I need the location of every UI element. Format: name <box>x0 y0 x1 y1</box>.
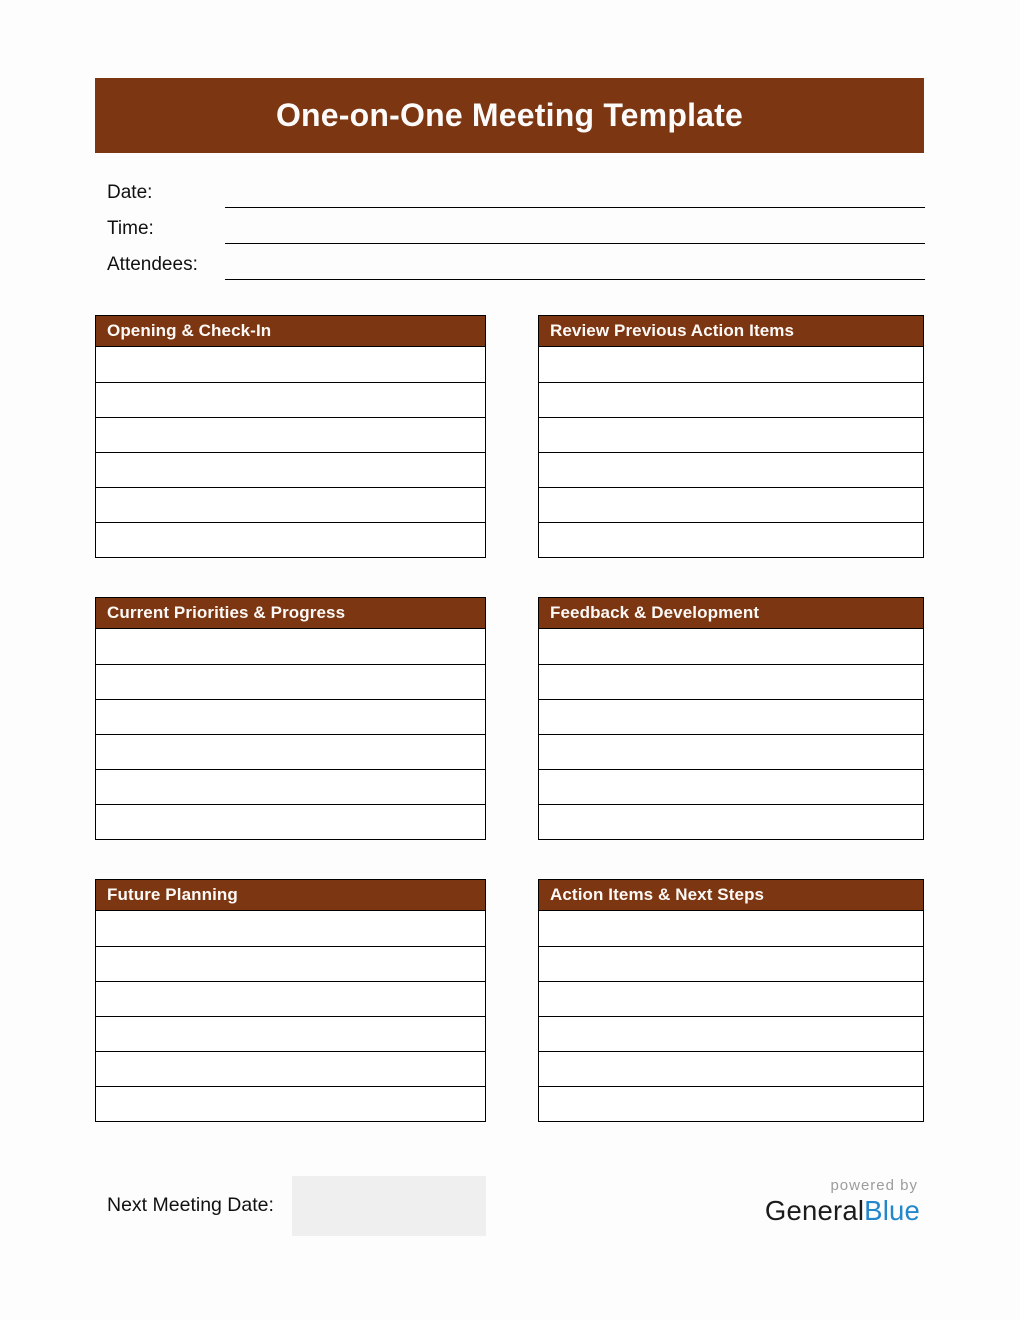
section-blank-row <box>96 804 485 839</box>
section-blank-row <box>96 734 485 769</box>
section-blank-row <box>96 629 485 664</box>
section-header-feedback-development <box>539 598 923 629</box>
section-blank-row <box>539 382 923 417</box>
section-blank-row <box>96 911 485 946</box>
time-line <box>225 215 925 244</box>
section-title: Action Items & Next Steps <box>550 885 765 904</box>
section-header-future-planning <box>96 880 485 911</box>
section-action-items-next-steps <box>538 879 924 1122</box>
date-label: Date: <box>107 182 153 204</box>
sections-row-2 <box>95 597 924 840</box>
next-meeting-label: Next Meeting Date: <box>107 1194 274 1216</box>
section-header-current-priorities-progress <box>96 598 485 629</box>
section-title: Opening & Check-In <box>107 321 272 340</box>
section-blank-row <box>539 452 923 487</box>
section-blank-row <box>539 629 923 664</box>
section-blank-row <box>96 1051 485 1086</box>
next-meeting-date-box <box>292 1176 486 1236</box>
attendees-line <box>225 251 925 280</box>
section-blank-row <box>96 946 485 981</box>
section-blank-row <box>539 417 923 452</box>
section-header-review-previous-action-items <box>539 316 923 347</box>
attendees-row <box>95 251 925 280</box>
section-title: Current Priorities & Progress <box>107 603 346 622</box>
section-blank-row <box>539 804 923 839</box>
section-title: Future Planning <box>107 885 238 904</box>
section-current-priorities-progress <box>95 597 486 840</box>
section-future-planning <box>95 879 486 1122</box>
section-review-previous-action-items <box>538 315 924 558</box>
section-blank-row <box>96 487 485 522</box>
section-title: Feedback & Development <box>550 603 760 622</box>
powered-by-text: powered by <box>830 1177 918 1194</box>
powered-by-block <box>765 1178 920 1225</box>
section-blank-row <box>539 734 923 769</box>
section-blank-row <box>539 1086 923 1121</box>
section-blank-row <box>96 417 485 452</box>
section-blank-row <box>539 911 923 946</box>
time-row <box>95 215 925 244</box>
sections-row-3 <box>95 879 924 1122</box>
section-blank-row <box>96 1016 485 1051</box>
section-title: Review Previous Action Items <box>550 321 795 340</box>
section-feedback-development <box>538 597 924 840</box>
brand-blue-text: Blue <box>864 1195 920 1226</box>
section-blank-row <box>96 699 485 734</box>
section-blank-row <box>96 347 485 382</box>
generalblue-logo <box>765 1195 920 1226</box>
section-blank-row <box>539 769 923 804</box>
section-opening-check-in <box>95 315 486 558</box>
brand-general-text: General <box>764 1195 865 1226</box>
section-blank-row <box>96 382 485 417</box>
section-blank-row <box>539 981 923 1016</box>
title-banner <box>95 78 924 153</box>
section-blank-row <box>96 1086 485 1121</box>
section-header-opening-check-in <box>96 316 485 347</box>
page-title: One-on-One Meeting Template <box>275 97 744 133</box>
meta-fields <box>95 179 925 287</box>
section-blank-row <box>96 452 485 487</box>
section-blank-row <box>96 664 485 699</box>
section-blank-row <box>539 1016 923 1051</box>
section-blank-row <box>539 347 923 382</box>
section-blank-row <box>96 769 485 804</box>
date-row <box>95 179 925 208</box>
section-blank-row <box>96 981 485 1016</box>
attendees-label: Attendees: <box>107 254 198 276</box>
sections-grid <box>95 315 924 1161</box>
section-blank-row <box>539 699 923 734</box>
section-header-action-items-next-steps <box>539 880 923 911</box>
section-blank-row <box>539 664 923 699</box>
section-blank-row <box>539 522 923 557</box>
section-blank-row <box>96 522 485 557</box>
section-blank-row <box>539 1051 923 1086</box>
sections-row-1 <box>95 315 924 558</box>
section-blank-row <box>539 487 923 522</box>
time-label: Time: <box>107 218 154 240</box>
date-line <box>225 179 925 208</box>
section-blank-row <box>539 946 923 981</box>
